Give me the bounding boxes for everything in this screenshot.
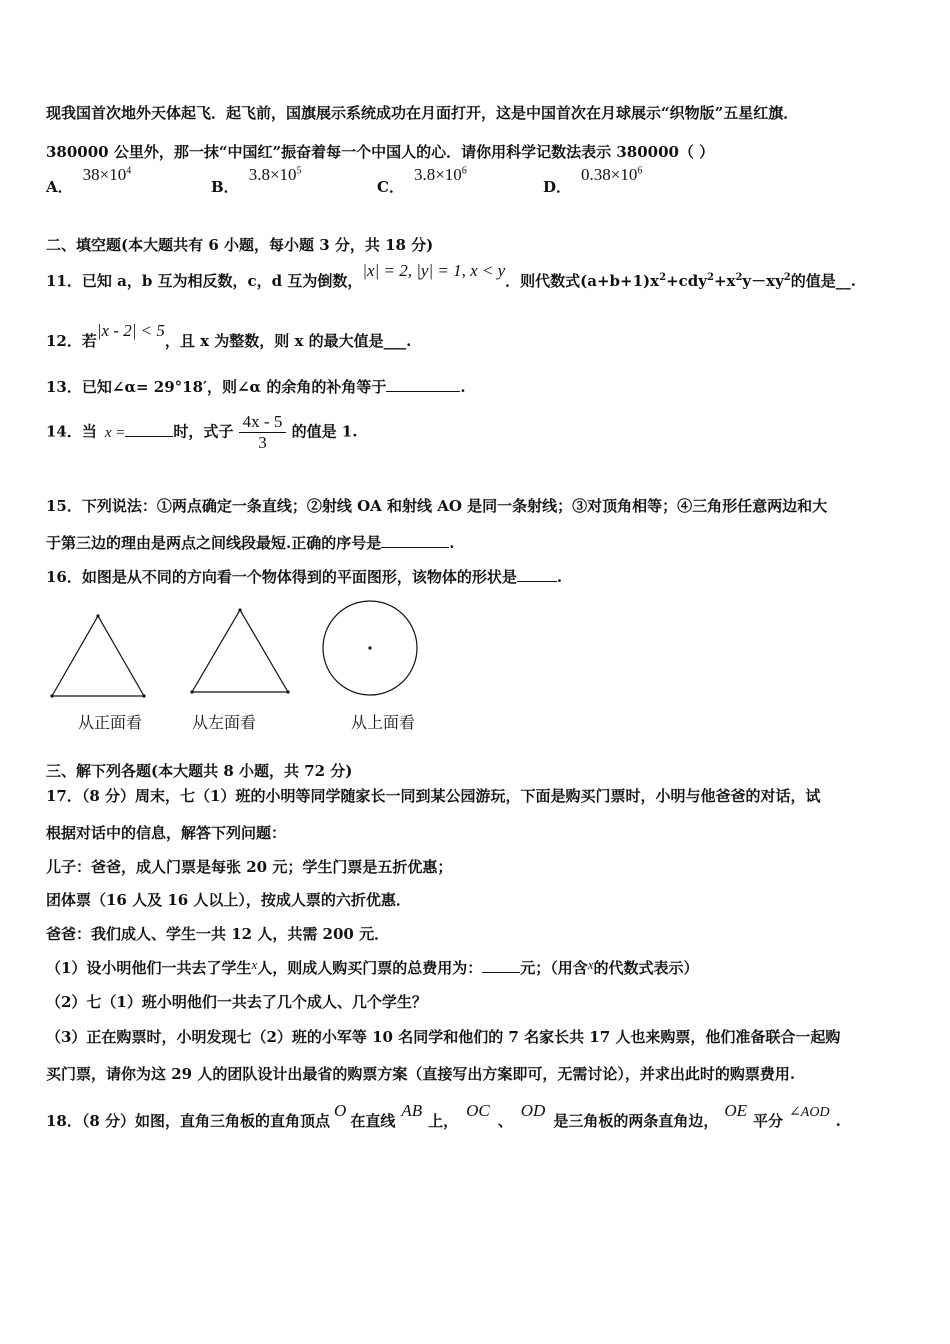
q15-line2: 于第三边的理由是两点之间线段最短.正确的序号是 . [46,534,455,552]
front-view-triangle [50,614,145,697]
q16: 16．如图是从不同的方向看一个物体得到的平面图形，该物体的形状是 . [46,568,563,586]
top-view-circle [323,601,417,695]
q17-line4: 团体票（16 人及 16 人以上），按成人票的六折优惠． [46,891,411,909]
section2-title: 二、填空题(本大题共有 6 小题，每小题 3 分，共 18 分) [46,236,434,254]
q16-blank [517,567,557,582]
q18: 18．（8 分）如图，直角三角板的直角顶点O在直线AB上，OC、OD是三角板的两条直角边，OE平分 ∠AOD . [46,1101,841,1130]
q16-figures [40,600,440,710]
section3-title: 三、解下列各题(本大题共 8 小题，共 72 分) [46,762,353,780]
q10-option-d: D．$0.38\times 10^6$ [543,165,643,196]
q14-fraction: $\frac{4x - 5}{3}$ [239,412,287,453]
q17-part3-line2: 买门票，请你为这 29 人的团队设计出最省的购票方案（直接写出方案即可，无需讨论），并求出此时的购票费用. [46,1065,796,1083]
q15-line1: 15．下列说法：①两点确定一条直线；②射线 OA 和射线 AO 是同一条射线；③对顶角相等；④三角形任意两边和大 [46,497,828,515]
caption-front: 从正面看 [78,713,143,732]
q12-condition-math: |x - 2| < 5 [96,321,165,340]
q17-part3-line1: （3）正在购票时，小明发现七（2）班的小军等 10 名同学和他们的 7 名家长共 17 人也来购票，他们准备联合一起购 [46,1028,841,1046]
left-view-triangle [190,608,289,693]
caption-top: 从上面看 [351,713,416,732]
q11: 11．已知 a，b 互为相反数，c，d 互为倒数，|x| = 2, |y| = 1, x < y．则代数式$(a+b+1)x^2+cdy^2+x^2y-xy^2$的值是__. [46,261,856,290]
q17-line2: 根据对话中的信息，解答下列问题： [46,824,287,842]
q17-line5: 爸爸：我们成人、学生一共 12 人，共需 200 元． [46,925,390,943]
q17-line3: 儿子：爸爸，成人门票是每张 20 元；学生门票是五折优惠； [46,858,453,876]
q17-part2: （2）七（1）班小明他们一共去了几个成人、几个学生？ [46,993,427,1011]
q11-condition-math: |x| = 2, |y| = 1, x < y [362,261,506,280]
q10-option-a: A．$38\times 10^4$ [46,165,132,196]
q15-blank [381,533,449,548]
q14: 14．当 x = 时，式子 $\frac{4x - 5}{3}$ 的值是 1. [46,412,358,452]
q10-option-b: B．$3.8\times 10^5$ [211,165,302,196]
q13-blank [386,377,460,392]
q17-part1: （1）设小明他们一共去了学生x人，则成人购买门票的总费用为： 元；（用含x的代数式表示） [46,957,699,977]
q10-option-c: C．$3.8\times 10^6$ [377,165,467,196]
q13: 13．已知∠α= 29°18′，则∠α 的余角的补角等于 . [46,378,466,396]
caption-left: 从左面看 [192,713,257,732]
q17-blank [482,958,520,973]
q10-line1: 现我国首次地外天体起飞．起飞前，国旗展示系统成功在月面打开，这是中国首次在月球展示“织物版”五星红旗． [46,104,799,122]
q12: 12．若|x - 2| < 5，且 x 为整数，则 x 的最大值是___. [46,321,412,350]
q14-blank [125,422,173,437]
q10-line2: 380000 公里外，那一抹“中国红”振奋着每一个中国人的心．请你用科学记数法表示 380000（ ） [46,143,715,161]
q17-line1: 17．（8 分）周末，七（1）班的小明等同学随家长一同到某公园游玩，下面是购买门票时，小明与他爸爸的对话，试 [46,787,821,805]
